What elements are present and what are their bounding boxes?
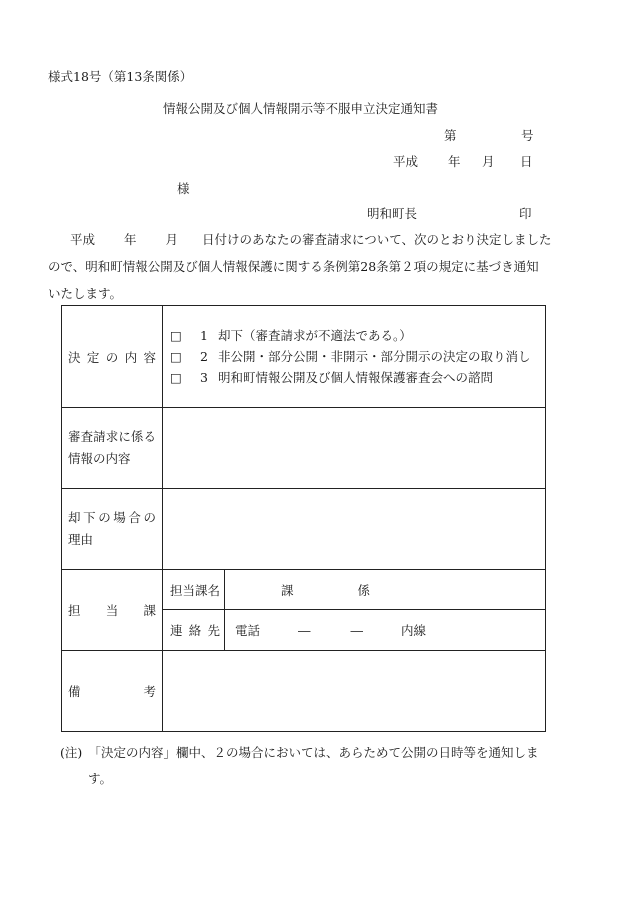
remarks-value-cell[interactable] <box>163 651 546 732</box>
staff-row <box>62 570 546 610</box>
body-month: 月 <box>165 232 179 247</box>
reason-label-line-1: 却下の場合の <box>68 510 156 525</box>
seal-mark: 印 <box>519 206 532 221</box>
decision-item-text: 却下（審査請求が不適法である。） <box>218 328 412 343</box>
footnote-line-2: す。 <box>88 771 113 786</box>
decision-items-cell <box>163 306 546 408</box>
decision-item-number: 2 <box>200 349 208 364</box>
issuer: 明和町長 <box>367 206 418 221</box>
number-prefix: 第 <box>444 128 457 143</box>
contact-phone: 電話 <box>235 623 261 638</box>
date-era: 平成 <box>393 154 419 169</box>
reason-row <box>62 489 546 570</box>
contact-extension: 内線 <box>401 623 427 638</box>
checkbox-icon[interactable]: □ <box>170 370 182 385</box>
body-line-3: いたします。 <box>48 286 123 301</box>
staff-label-cell <box>62 570 163 651</box>
remarks-label-cell <box>62 651 163 732</box>
decision-item-2 <box>170 346 545 367</box>
decision-item-number: 3 <box>200 370 208 385</box>
checkbox-icon[interactable]: □ <box>170 328 182 343</box>
number-suffix: 号 <box>521 128 534 143</box>
addressee: 様 <box>177 181 190 196</box>
footnote <box>60 740 550 792</box>
contact-dash-1: ― <box>298 623 311 638</box>
staff-section-label: 担当課名 <box>163 570 225 610</box>
date-year: 年 <box>448 154 461 169</box>
decision-row <box>62 306 546 408</box>
body-line-1 <box>48 226 552 253</box>
contact-label: 連絡先 <box>170 623 220 638</box>
footnote-line-1: (注) 「決定の内容」欄中、２の場合においては、あらためて公開の日時等を通知しま <box>60 745 539 760</box>
form-number: 様式18号（第13条関係） <box>48 69 193 84</box>
contact-value[interactable] <box>225 610 546 651</box>
staff-kakari: 係 <box>357 582 371 598</box>
info-label-cell <box>62 408 163 489</box>
decision-label: 決定の内容 <box>68 349 156 365</box>
decision-item-1 <box>170 325 545 346</box>
reason-label-cell <box>62 489 163 570</box>
decision-item-text: 非公開・部分公開・非開示・部分開示の決定の取り消し <box>218 349 531 364</box>
body-year: 年 <box>124 232 137 247</box>
contact-dash-2: ― <box>350 623 364 638</box>
decision-item-text: 明和町情報公開及び個人情報保護審査会への諮問 <box>218 370 494 385</box>
body-line-2: ので、明和町情報公開及び個人情報保護に関する条例第28条第２項の規定に基づき通知 <box>48 259 539 274</box>
reason-value-cell[interactable] <box>163 489 546 570</box>
remarks-label: 備考 <box>68 684 156 699</box>
info-row <box>62 408 546 489</box>
date-month: 月 <box>482 154 495 169</box>
decision-item-3 <box>170 367 545 388</box>
decision-label-cell <box>62 306 163 408</box>
info-label-line-2: 情報の内容 <box>68 451 131 466</box>
staff-label: 担当課 <box>68 603 156 618</box>
contact-label-cell <box>163 610 225 651</box>
staff-section-value[interactable] <box>225 570 546 610</box>
reason-label-line-2: 理由 <box>68 532 94 547</box>
document-title: 情報公開及び個人情報開示等不服申立決定通知書 <box>163 101 439 116</box>
info-value-cell[interactable] <box>163 408 546 489</box>
body-line-1-text: 日付けのあなたの審査請求について、次のとおり決定しました <box>202 232 552 247</box>
remarks-row <box>62 651 546 732</box>
notice-body <box>48 226 552 307</box>
decision-table <box>61 305 546 732</box>
body-era: 平成 <box>70 232 96 247</box>
info-label-line-1: 審査請求に係る <box>68 429 156 444</box>
date-day: 日 <box>520 154 533 169</box>
staff-ka: 課 <box>281 582 294 598</box>
checkbox-icon[interactable]: □ <box>170 349 182 364</box>
decision-item-number: 1 <box>200 328 208 343</box>
